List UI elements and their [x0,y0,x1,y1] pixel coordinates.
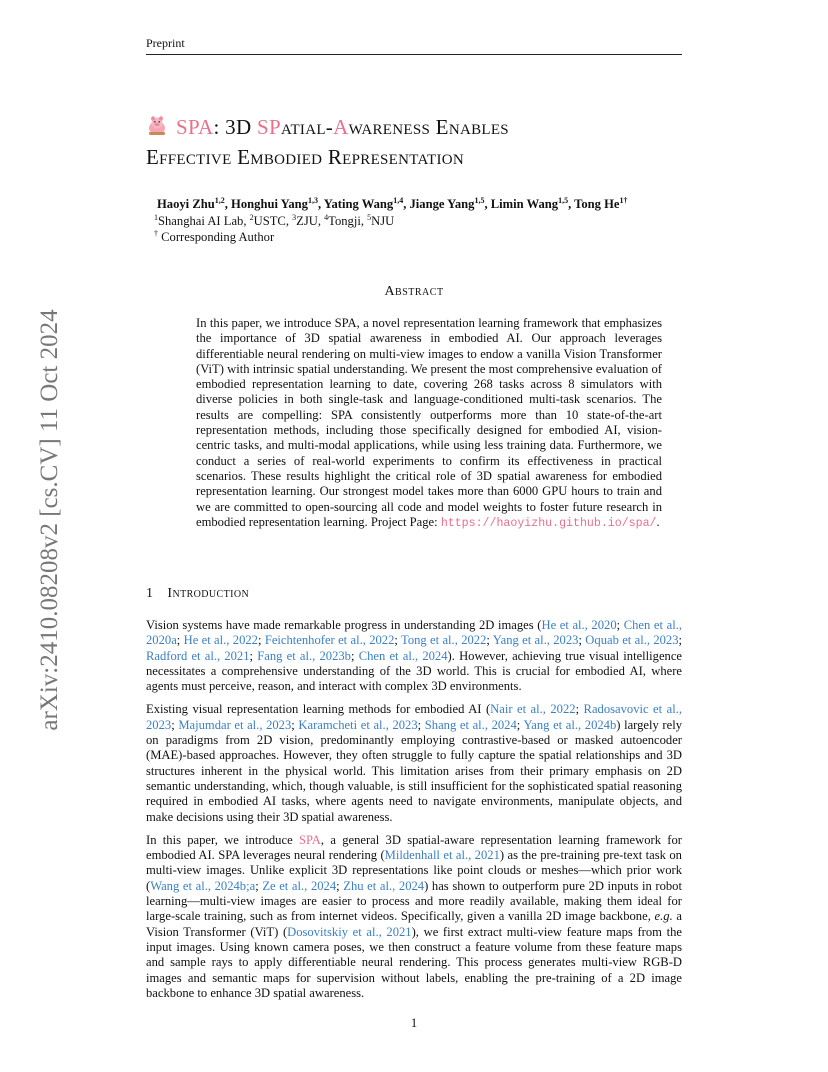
corresponding-text: Corresponding Author [161,230,275,244]
text-run: ) has shown to outperform pure 2D inputs in robot learning—multi-view images are easier to process and more readily available, making them ideal for large-scale training, such as from internet videos. Specifically, given a vanilla 2D image backbone, [146,878,682,924]
text-run: ; [257,633,265,648]
citation-link[interactable]: Radosavovic et al., 2023 [146,702,682,732]
text-run: Vision systems have made remarkable progress in understanding 2D images ( [146,618,542,632]
citation-link[interactable]: Wang et al., 2024b;a [150,878,256,893]
title-a: A [333,115,349,139]
paragraph [146,833,682,1001]
abstract-heading: Abstract [384,284,444,299]
author-name: Jiange Yang [409,197,475,211]
citation-link[interactable]: Nair et al., 2022 [490,702,576,717]
header-label: Preprint [146,36,185,50]
section-heading-introduction [146,586,249,602]
text-run: ; [486,633,493,648]
text-run: ; [394,633,402,648]
section-title: Introduction [167,586,250,601]
text-run: ; [516,717,524,732]
paper-title [146,112,706,172]
text-run: ; [417,717,425,732]
text-run: ) as the pre-training pre-text task on multi-view images. Unlike explicit 3D representations like point clouds or meshes—which prior work ( [146,848,682,893]
section-number: 1 [146,586,154,601]
affil-sup: 4 [324,213,329,222]
text-run: ), we first extract multi-view feature maps from the input images. Using known camera poses, we then construct a feature volume from these feature maps and sample rays to apply differentiable neural rendering. This process generates multi-view RGB-D images and semantic maps for supervision without labels, enabling the pre-training of a 2D image backbone to enhance 3D spatial awareness. [146,924,682,1000]
citation-link[interactable]: Majumdar et al., 2023 [178,717,292,732]
text-run: ). However, achieving true visual intelligence necessitates a comprehensive understanding of the 3D world. This is crucial for embodied AI, where agents must perceive, reason, and interact with complex 3D environments. [146,648,683,694]
project-page-link[interactable]: https://haoyizhu.github.io/spa/ [440,516,657,530]
author-affil-sup: 1,4 [393,196,404,205]
affil-sup: 3 [292,213,297,222]
title-sp: SP [257,115,281,139]
title-part: : 3D [213,115,257,139]
citation-link[interactable]: Oquab et al., 2023 [585,633,679,648]
citation-link[interactable]: Yang et al., 2023 [492,633,579,648]
dagger: † [154,229,158,238]
affil-name: NJU [371,214,395,228]
citation-link[interactable]: Chen et al., 2020a [146,618,682,648]
citation-link[interactable]: He et al., 2022 [183,633,258,648]
title-spa: SPA [176,115,214,139]
citation-link[interactable]: He et al., 2020 [541,618,617,632]
author-name: Yating Wang [323,197,394,211]
citation-link[interactable]: Radford et al., 2021 [146,648,250,663]
author-name: Limin Wang [490,197,559,211]
page-number: 1 [410,1016,418,1030]
corresponding-note [154,229,694,245]
citation-link[interactable]: Dosovitskiy et al., 2021 [287,924,412,939]
title-line-2: Effective Embodied Representation [146,145,465,169]
author-name: Tong He [574,197,620,211]
author-affil-sup: 1,5 [474,196,485,205]
citation-link[interactable]: Shang et al., 2024 [424,717,517,732]
author-affil-sup: 1,5 [558,196,569,205]
text-run: ; [249,648,258,663]
text-run: a Vision Transformer (ViT) ( [146,909,682,939]
citation-link[interactable]: Fang et al., 2023b [257,648,351,663]
abstract-text: In this paper, we introduce SPA, a novel representation learning framework that emphasizes the importance of 3D spatial awareness in embodied AI. Our approach leverages differentiable neural rendering on multi-view images to endow a vanilla Vision Transformer (ViT) with intrinsic spatial understanding. We present the most comprehensive evaluation of embodied representation learning to date, covering 268 tasks across 8 simulators with diverse policies in both single-task and language-conditioned multi-task scenarios. The results are compelling: SPA consistently outperforms more than 10 state-of-the-art representation methods, including those specifically designed for embodied AI, vision-centric tasks, and multi-modal applications, while using less training data. Furthermore, we conduct a series of real-world experiments to confirm its effectiveness in practical scenarios. These results highlight the critical role of 3D spatial awareness for embodied representation learning. Our strongest model takes more than 6000 GPU hours to train and we are committed to open-sourcing all code and model weights to foster future research in embodied representation learning. Project Page: [196,316,662,529]
text-run: ; [255,878,263,893]
citation-link[interactable]: Chen et al., 2024 [358,648,448,663]
citation-link[interactable]: Karamcheti et al., 2023 [298,717,418,732]
affil-name: USTC [253,214,286,228]
text-run: ; [176,633,184,648]
author-affil-sup: 1,3 [307,196,318,205]
arxiv-stamp[interactable]: arXiv:2410.08208v2 [cs.CV] 11 Oct 2024 [36,309,63,731]
running-header [146,36,682,55]
affil-name: Tongji [328,214,361,228]
citation-link[interactable]: Mildenhall et al., 2021 [384,848,500,863]
paragraph [146,618,682,694]
text-run: ; [171,717,179,732]
text-run: ; [336,878,344,893]
affiliations [154,213,694,245]
paragraph [146,702,682,824]
text-run: ; [578,633,586,648]
text-run: , a general 3D spatial-aware representation learning framework for embodied AI. SPA leverages neural rendering ( [146,832,682,863]
citation-link[interactable]: Feichtenhofer et al., 2022 [264,633,395,648]
text-run: ) largely rely on paradigms from 2D vision, predominantly employing contrastive-based or masked autoencoder (MAE)-based approaches. However, they often struggle to fully capture the spatial relationships and 3D structures inherent in the physical world. This limitation arises from their primary emphasis on 2D semantic understanding, which, though valuable, is still insufficient for the sophisticated spatial reasoning required in embodied AI tasks, where agents need to navigate environments, manipulate objects, and make decisions using their 3D spatial awareness. [146,717,683,824]
author-affil-sup: 1† [619,196,628,205]
abstract-body [196,316,662,531]
author-affil-sup: 1,2 [214,196,225,205]
affil-name: Shanghai AI Lab [158,214,244,228]
text-run: ; [575,702,584,717]
title-part: atial- [280,115,334,139]
introduction-body [146,618,682,1009]
text-run: ; [616,618,624,632]
text-run: Existing visual representation learning methods for embodied AI ( [146,702,491,717]
citation-link[interactable]: Zhu et al., 2024 [343,878,425,893]
text-run: In this paper, we introduce [146,832,299,847]
citation-link[interactable]: Yang et al., 2024b [523,717,617,732]
spa-link[interactable]: SPA [298,832,321,847]
author-name: Honghui Yang [231,197,308,211]
author-list: Haoyi Zhu$^{1,2}$, Honghui Yang$^{1,3}$, Yating Wang$^{1,4}$, Jiange Yang$^{1,5}$, Limin Wang$^{1,5}$, Tong $He^{1\dagger}$ [157,196,628,211]
citation-link[interactable]: Tong et al., 2022 [401,633,487,648]
author-name: Haoyi Zhu [157,197,215,211]
affil-sup: 5 [367,213,372,222]
abstract-end: . [656,514,660,529]
affil-sup: 2 [249,213,254,222]
affiliation-line: $^1$Shanghai AI Lab, $^2$USTC, $^3$ZJU, $^4$Tongji, $^5$NJU [154,213,395,228]
affil-sup: 1 [154,213,158,222]
text-run: ; [350,648,359,663]
text-run: ; [291,717,299,732]
citation-link[interactable]: Ze et al., 2024 [262,878,337,893]
title-part: wareness Enables [348,115,509,139]
pig-logo-icon [146,115,168,137]
text-run: e.g. [654,909,673,924]
affil-name: ZJU [296,214,318,228]
text-run: ; [678,633,683,648]
